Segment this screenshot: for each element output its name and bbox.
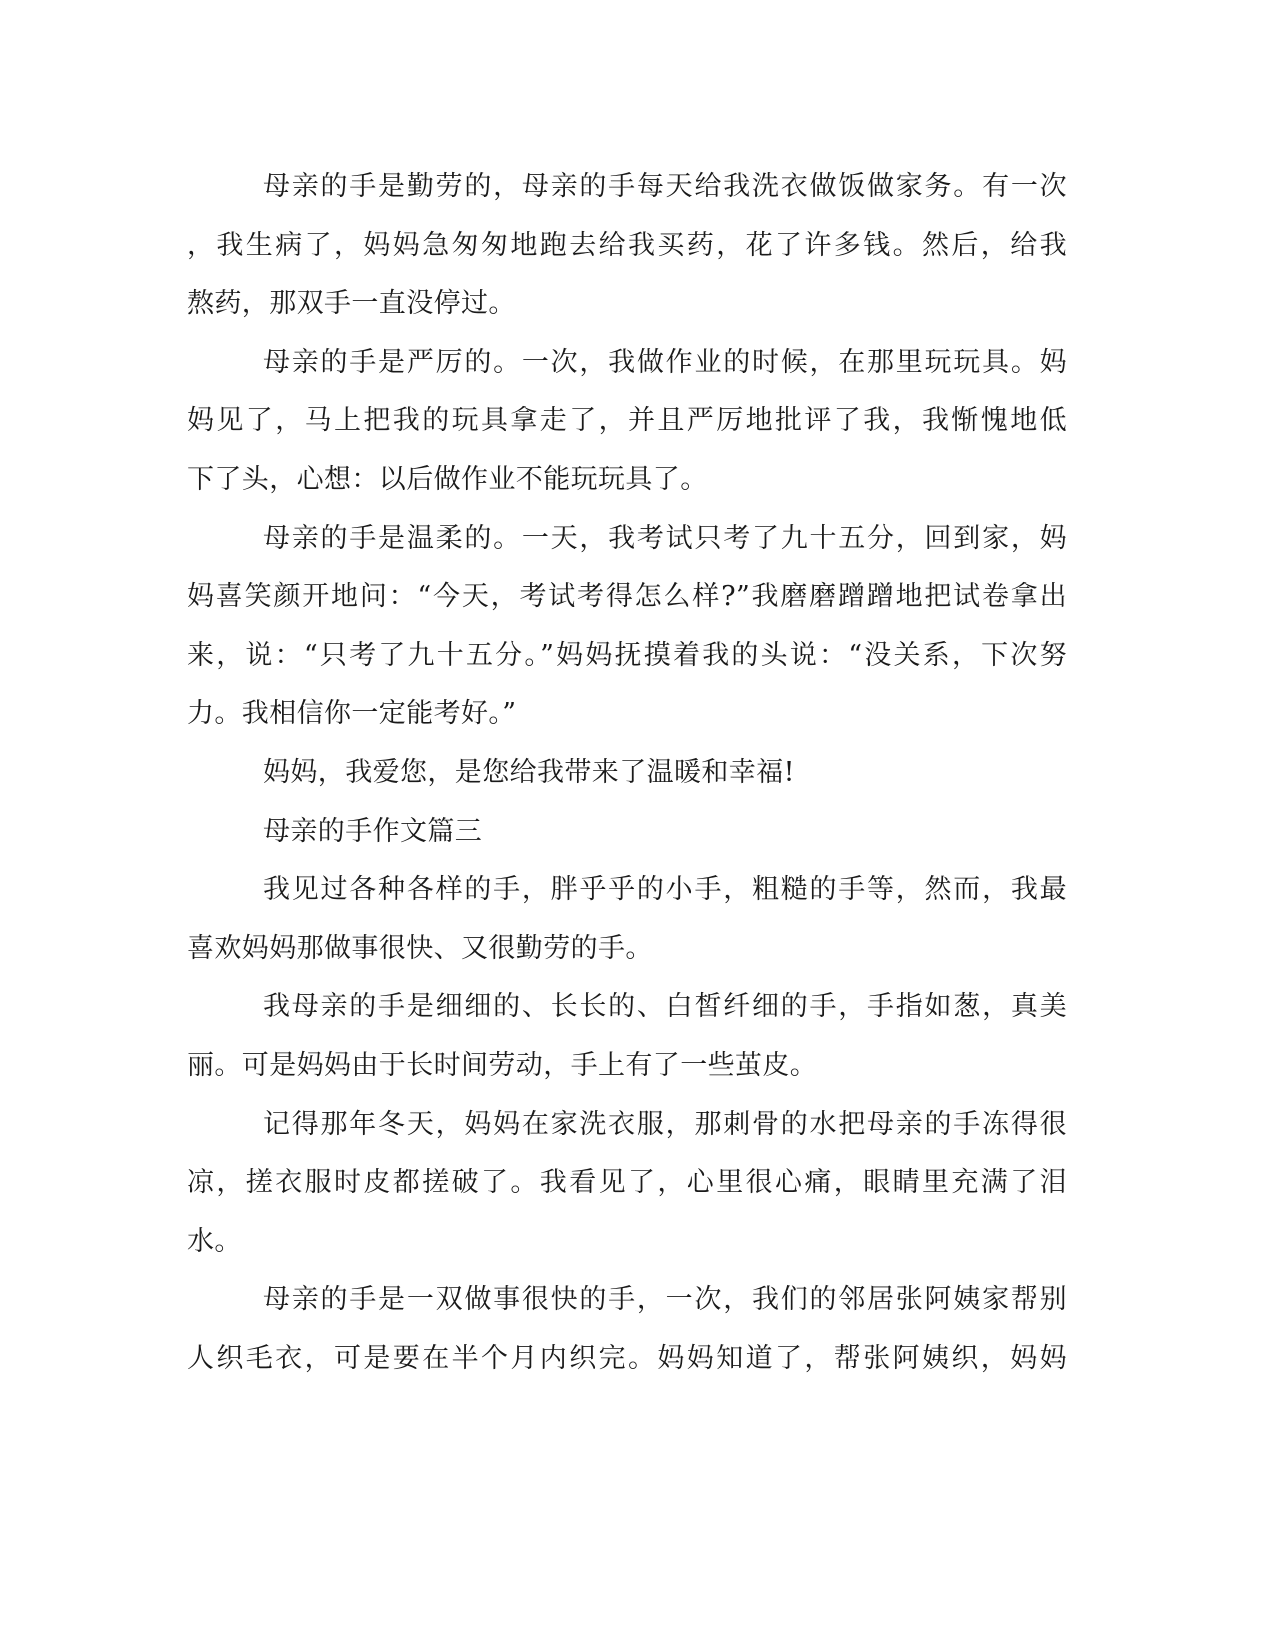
text-line: 母亲的手是勤劳的，母亲的手每天给我洗衣做饭做家务。有一次 xyxy=(263,171,1067,202)
essay-body xyxy=(187,158,1067,1388)
text-line: 熬药，那双手一直没停过。 xyxy=(187,288,516,320)
text-line: 母亲的手是严厉的。一次，我做作业的时候，在那里玩玩具。妈 xyxy=(263,346,1067,378)
text-line: 力。我相信你一定能考好。” xyxy=(187,698,517,730)
section-heading: 母亲的手作文篇三 xyxy=(263,815,483,847)
text-line: 我母亲的手是细细的、长长的、白皙纤细的手，手指如葱，真美 xyxy=(263,991,1067,1023)
text-line: 母亲的手是一双做事很快的手，一次，我们的邻居张阿姨家帮别 xyxy=(263,1284,1067,1316)
text-line: 水。 xyxy=(187,1225,242,1257)
text-line: 丽。可是妈妈由于长时间劳动，手上有了一些茧皮。 xyxy=(187,1049,818,1081)
text-line: 母亲的手是温柔的。一天，我考试只考了九十五分，回到家，妈 xyxy=(263,522,1067,554)
text-line: ，我生病了，妈妈急匆匆地跑去给我买药，花了许多钱。然后，给我 xyxy=(187,229,1067,261)
text-line: 妈见了，马上把我的玩具拿走了，并且严厉地批评了我，我惭愧地低 xyxy=(187,405,1067,437)
text-line: 来，说：“只考了九十五分。”妈妈抚摸着我的头说：“没关系，下次努 xyxy=(187,639,1067,671)
text-line: 记得那年冬天，妈妈在家洗衣服，那刺骨的水把母亲的手冻得很 xyxy=(263,1108,1067,1140)
text-line: 我见过各种各样的手，胖乎乎的小手，粗糙的手等，然而，我最 xyxy=(263,874,1067,906)
text-line: 喜欢妈妈那做事很快、又很勤劳的手。 xyxy=(187,932,653,964)
text-line: 妈喜笑颜开地问：“今天，考试考得怎么样?”我磨磨蹭蹭地把试卷拿出 xyxy=(187,581,1067,613)
text-line: 妈妈，我爱您，是您给我带来了温暖和幸福! xyxy=(263,756,795,788)
text-line: 人织毛衣，可是要在半个月内织完。妈妈知道了，帮张阿姨织，妈妈 xyxy=(187,1342,1067,1374)
text-line: 下了头，心想：以后做作业不能玩玩具了。 xyxy=(187,463,708,495)
text-line: 凉，搓衣服时皮都搓破了。我看见了，心里很心痛，眼睛里充满了泪 xyxy=(187,1167,1067,1199)
